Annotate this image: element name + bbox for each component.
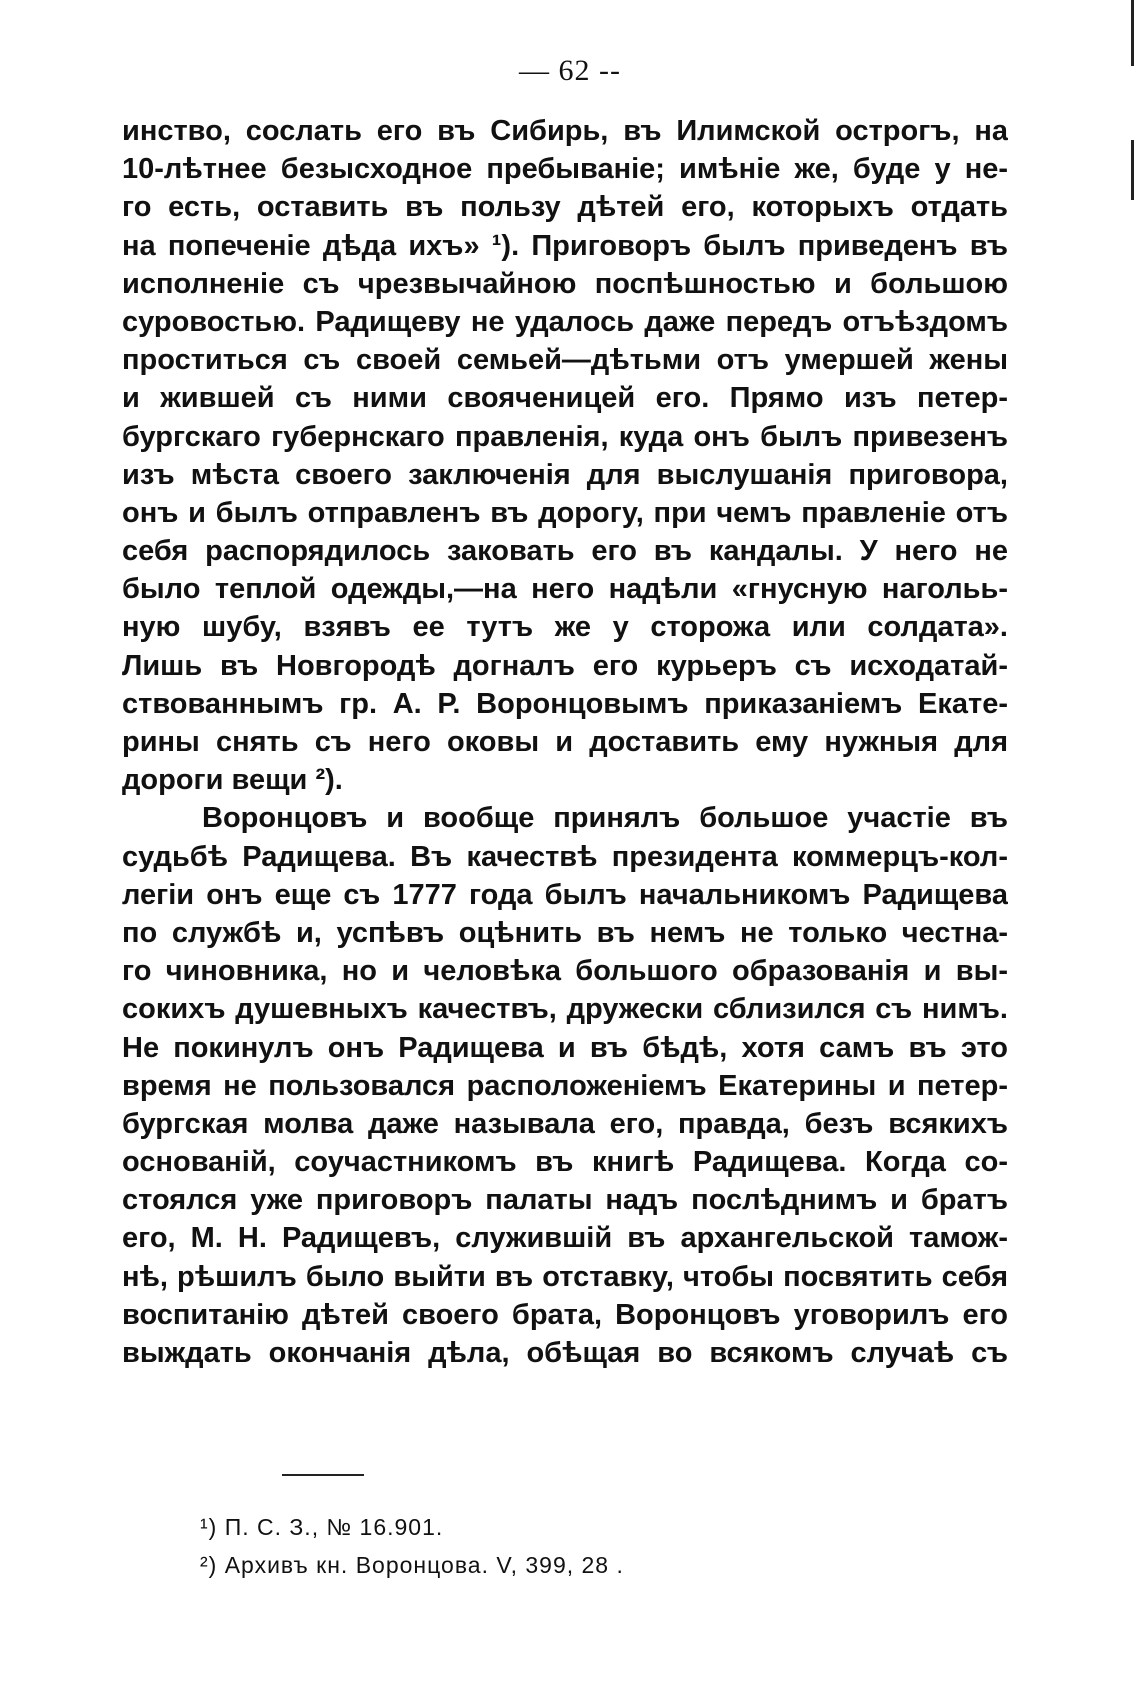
scan-edge-mark — [1131, 140, 1134, 200]
text-line: Лишь въ Новгородѣ догналъ его курьеръ съ исходатай- — [122, 649, 1008, 682]
scan-edge-mark — [1131, 0, 1134, 66]
text-line: дороги вещи ²). — [122, 764, 343, 797]
page-number: — 62 -- — [519, 54, 621, 87]
text-line: бургскаго губернскаго правленія, куда онъ былъ привезенъ — [122, 420, 1008, 453]
text-line: го есть, оставить въ пользу дѣтей его, которыхъ отдать — [122, 191, 1008, 224]
text-line: бургская молва даже называла его, правда, безъ всякихъ — [122, 1107, 1008, 1140]
text-line: сокихъ душевныхъ качествъ, дружески сблизился съ нимъ. — [122, 993, 1008, 1026]
footnote-1: ¹) П. С. З., № 16.901. — [200, 1514, 444, 1540]
text-line: и жившей съ ними свояченицей его. Прямо изъ петер- — [122, 382, 1008, 415]
text-line: по службѣ и, успѣвъ оцѣнить въ немъ не только честна- — [122, 916, 1008, 949]
text-line: онъ и былъ отправленъ въ дорогу, при чемъ правленіе отъ — [122, 496, 1008, 529]
text-line: было теплой одежды,—на него надѣли «гнусную нагольь- — [122, 573, 1008, 606]
text-line: го чиновника, но и человѣка большого образованія и вы- — [122, 955, 1008, 988]
text-line: нѣ, рѣшилъ было выйти въ отставку, чтобы посвятить себя — [122, 1260, 1008, 1293]
text-line: его, М. Н. Радищевъ, служившій въ архангельской тамож- — [122, 1222, 1008, 1255]
text-line: ную шубу, взявъ ее тутъ же у сторожа или солдата». — [122, 611, 1008, 644]
text-line: выждать окончанія дѣла, обѣщая во всякомъ случаѣ съ — [122, 1337, 1008, 1369]
footnotes — [200, 1508, 900, 1584]
text-line: Не покинулъ онъ Радищева и въ бѣдѣ, хотя самъ въ это — [122, 1031, 1008, 1064]
text-line: изъ мѣста своего заключенія для выслушанія приговора, — [122, 458, 1008, 491]
text-line: воспитанію дѣтей своего брата, Воронцовъ уговорилъ его — [122, 1298, 1008, 1331]
text-line: 10-лѣтнее безысходное пребываніе; имѣніе же, буде у не- — [122, 153, 1008, 186]
text-line: рины снять съ него оковы и доставить ему нужныя для — [122, 726, 1008, 758]
text-line: судьбѣ Радищева. Въ качествѣ президента коммерцъ-кол- — [122, 840, 1008, 873]
text-line: стоялся уже приговоръ палаты надъ послѣднимъ и братъ — [122, 1184, 1008, 1217]
text-line: ствованнымъ гр. А. Р. Воронцовымъ приказаніемъ Екате- — [122, 687, 1008, 720]
text-line: проститься съ своей семьей—дѣтьми отъ умершей жены — [122, 344, 1008, 377]
text-line: основаній, соучастникомъ въ книгѣ Радищева. Когда со- — [122, 1146, 1008, 1179]
text-line: легіи онъ еще съ 1777 года былъ начальникомъ Радищева — [122, 878, 1008, 911]
body-text — [122, 112, 1008, 1372]
footnote-divider — [282, 1474, 364, 1476]
text-line: суровостью. Радищеву не удалось даже передъ отъѣздомъ — [122, 305, 1008, 338]
text-line: исполненіе съ чрезвычайною поспѣшностью и большою — [122, 267, 1008, 300]
text-line: себя распорядилось заковать его въ кандалы. У него не — [122, 535, 1008, 568]
text-line: инство, сослать его въ Сибирь, въ Илимской острогъ, на — [122, 115, 1008, 147]
footnote-2: ²) Архивъ кн. Воронцова. V, 399, 28 . — [200, 1552, 624, 1578]
text-line: время не пользовался расположеніемъ Екатерины и петер- — [122, 1069, 1008, 1102]
paragraph-start-line: Воронцовъ и вообще принялъ большое участіе въ — [202, 802, 1008, 835]
text-line: на попеченіе дѣда ихъ» ¹). Приговоръ былъ приведенъ въ — [122, 229, 1008, 262]
